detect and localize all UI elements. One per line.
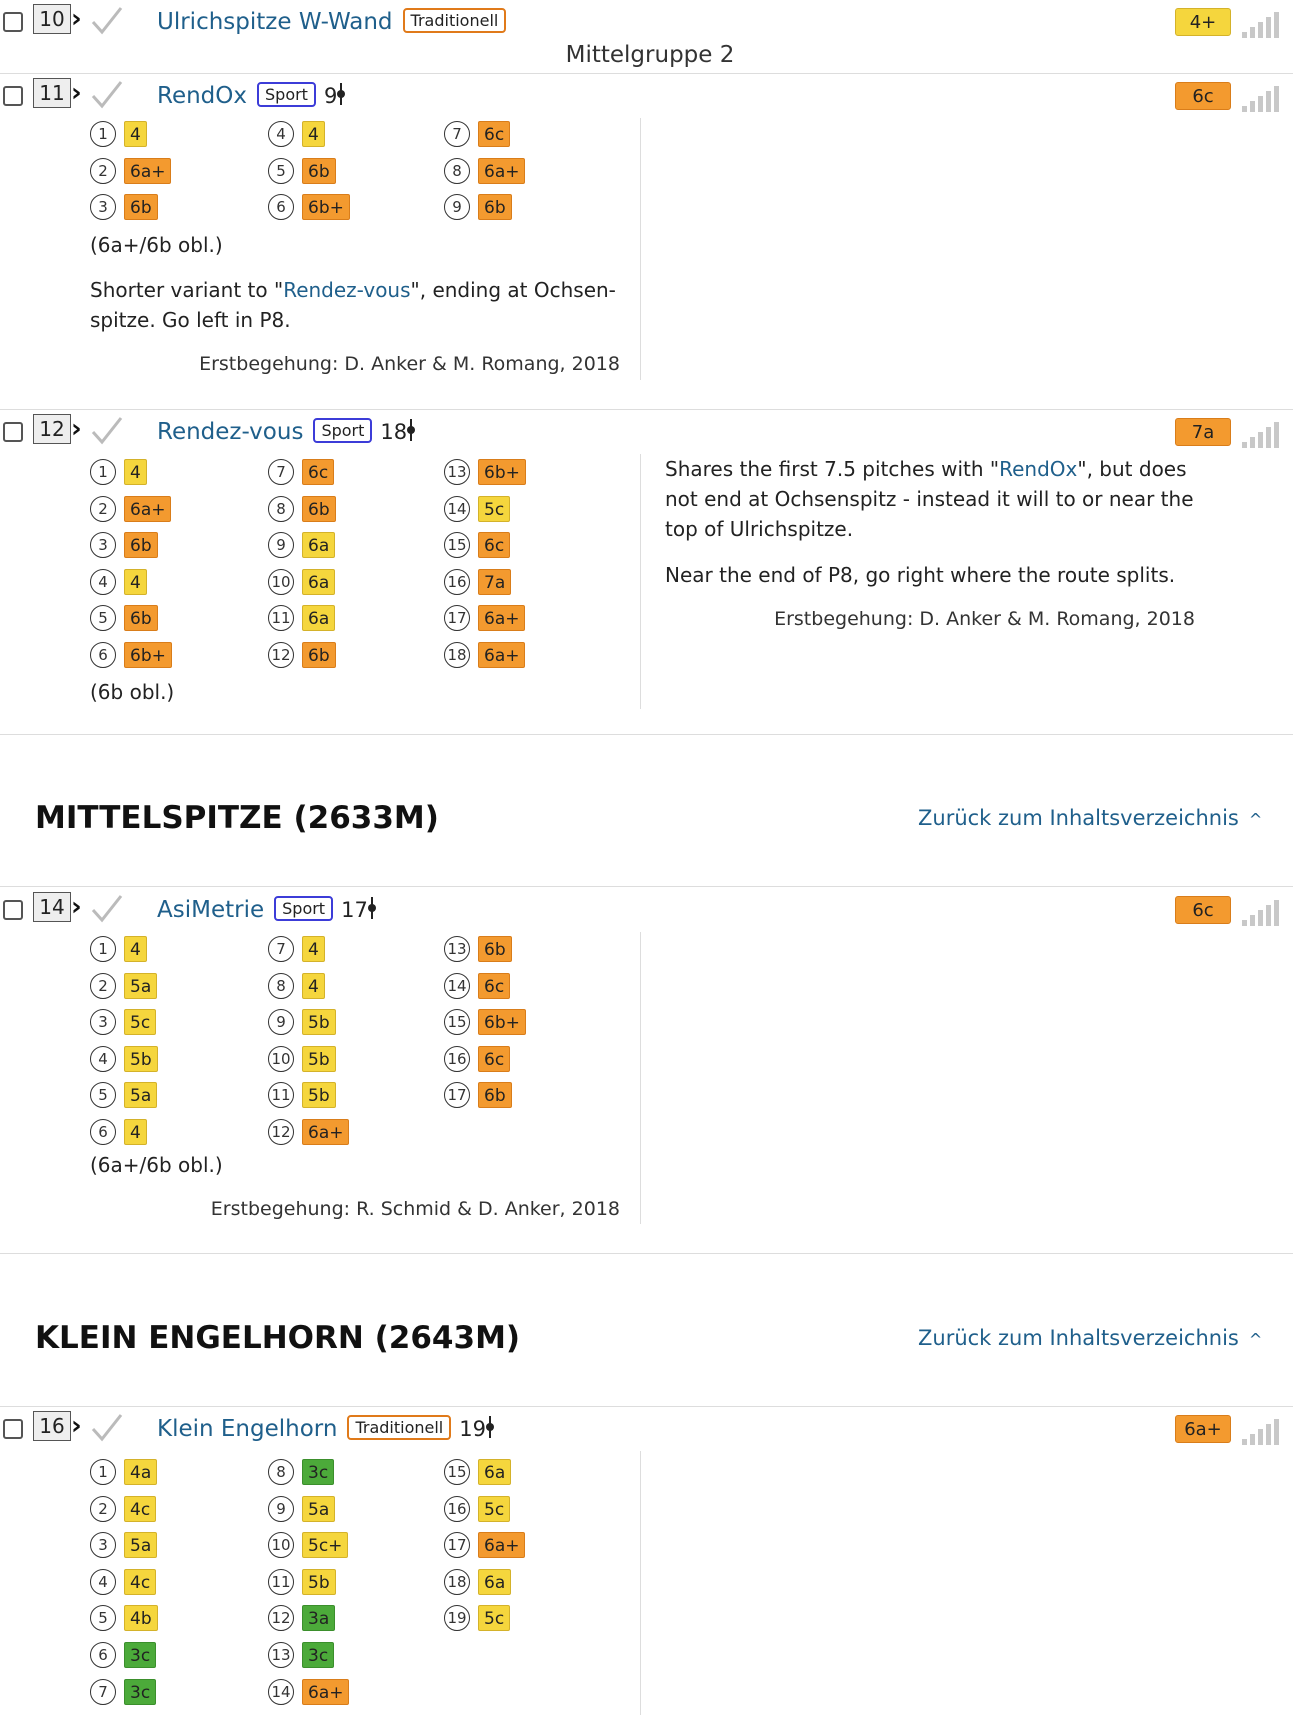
signal-bars-icon — [1242, 86, 1278, 112]
signal-bars-icon — [1242, 12, 1278, 38]
route-grade: 4+ — [1175, 8, 1231, 36]
pitch-number: 14 — [444, 973, 470, 999]
pitch-grade: 3c — [124, 1679, 156, 1705]
route-name[interactable]: AsiMetrie Sport 17 — [157, 896, 376, 923]
pitch-number: 8 — [444, 158, 470, 184]
pitch-grade: 6b — [302, 158, 336, 184]
column-divider — [640, 454, 641, 709]
checkmark-icon[interactable] — [90, 79, 124, 111]
route-header — [0, 890, 1293, 930]
pitch-number: 7 — [268, 459, 294, 485]
route-checkbox[interactable] — [3, 1419, 23, 1439]
first-ascent: Erstbegehung: D. Anker & M. Romang, 2018 — [774, 608, 1195, 630]
pitch-number: 10 — [268, 569, 294, 595]
pitch-number: 13 — [444, 459, 470, 485]
route-header — [0, 76, 1293, 116]
column-divider — [640, 932, 641, 1224]
pitch-number: 10 — [268, 1046, 294, 1072]
checkmark-icon[interactable] — [90, 1412, 124, 1444]
pitch-grade: 4 — [124, 569, 147, 595]
pitch-number: 1 — [90, 459, 116, 485]
pitch-number: 2 — [90, 496, 116, 522]
obligatory-grade: (6b obl.) — [90, 680, 175, 704]
pitch-grade: 5c — [478, 1496, 510, 1522]
pitch-grade: 5a — [124, 1082, 157, 1108]
route-grade: 6a+ — [1175, 1415, 1231, 1443]
route-checkbox[interactable] — [3, 12, 23, 32]
pitch-number: 13 — [444, 936, 470, 962]
pitch-grade: 5a — [124, 1532, 157, 1558]
style-badge: Sport — [274, 896, 333, 921]
pitch-number: 2 — [90, 158, 116, 184]
pitch-number: 12 — [268, 1605, 294, 1631]
style-badge: Traditionell — [403, 8, 507, 33]
pitch-grade: 7a — [478, 569, 511, 595]
pitch-grade: 6a+ — [124, 496, 171, 522]
pitch-grade: 6a — [478, 1459, 511, 1485]
pitch-number: 14 — [268, 1679, 294, 1705]
pitch-grade: 4 — [124, 459, 147, 485]
pitch-number: 18 — [444, 642, 470, 668]
pitch-grade: 6b — [302, 642, 336, 668]
pitch-number: 4 — [90, 569, 116, 595]
pitch-grade: 5c — [478, 496, 510, 522]
back-to-toc-link[interactable]: Zurück zum Inhaltsverzeichnis ^ — [918, 1326, 1263, 1350]
style-badge: Traditionell — [347, 1415, 451, 1440]
pitch-number: 1 — [90, 1459, 116, 1485]
signal-bars-icon — [1242, 1419, 1278, 1445]
route-header — [0, 1409, 1293, 1449]
obligatory-grade: (6a+/6b obl.) — [90, 1153, 223, 1177]
pitch-number: 5 — [90, 605, 116, 631]
route-note: Near the end of P8, go right where the route splits. — [665, 563, 1176, 587]
column-divider — [640, 1451, 641, 1715]
obligatory-grade: (6a+/6b obl.) — [90, 233, 223, 257]
pitch-number: 13 — [268, 1642, 294, 1668]
pitch-grade: 6b — [478, 194, 512, 220]
route-grade: 6c — [1175, 896, 1231, 924]
route-number: 14 — [33, 892, 71, 922]
checkmark-icon[interactable] — [90, 415, 124, 447]
pitch-grade: 3c — [302, 1459, 334, 1485]
bolt-icon — [368, 897, 376, 919]
pitch-number: 15 — [444, 1009, 470, 1035]
pitch-grade: 6b — [124, 605, 158, 631]
route-name[interactable]: RendOx Sport 9 — [157, 82, 345, 109]
bolt-icon — [486, 1416, 494, 1438]
route-link[interactable]: Rendez-vous — [283, 278, 411, 302]
pitch-grade: 4b — [124, 1605, 158, 1631]
pitch-grade: 6c — [478, 1046, 510, 1072]
first-ascent: Erstbegehung: R. Schmid & D. Anker, 2018 — [210, 1198, 620, 1220]
pitch-grade: 6a+ — [478, 1532, 525, 1558]
pitch-number: 7 — [90, 1679, 116, 1705]
pitch-grade: 6b+ — [478, 459, 526, 485]
pitch-grade: 6a+ — [478, 605, 525, 631]
pitch-number: 3 — [90, 1009, 116, 1035]
pitch-grade: 6b+ — [302, 194, 350, 220]
pitch-grade: 6c — [478, 532, 510, 558]
chevron-up-icon: ^ — [1248, 810, 1263, 829]
route-number: 11 — [33, 78, 71, 108]
divider — [0, 886, 1293, 887]
pitch-grade: 4 — [124, 1119, 147, 1145]
chevron-right-icon: › — [71, 4, 82, 34]
pitch-grade: 6a+ — [302, 1679, 349, 1705]
pitch-number: 3 — [90, 1532, 116, 1558]
pitch-number: 12 — [268, 1119, 294, 1145]
pitch-grade: 5b — [124, 1046, 158, 1072]
bolt-icon — [337, 83, 345, 105]
route-description: Shares the first 7.5 pitches with "RendOx", but does not end at Ochsenspitz - instead it will to or near the top of Ulrichspitze. — [665, 457, 1194, 541]
pitch-number: 15 — [444, 532, 470, 558]
first-ascent: Erstbegehung: D. Anker & M. Romang, 2018 — [199, 353, 620, 375]
pitch-grade: 6a+ — [478, 158, 525, 184]
pitch-number: 9 — [268, 1009, 294, 1035]
pitch-count: 9 — [324, 84, 345, 108]
pitch-grade: 6c — [302, 459, 334, 485]
pitch-number: 16 — [444, 569, 470, 595]
group-title: Mittelgruppe 2 — [565, 42, 735, 68]
route-number: 12 — [33, 414, 71, 444]
pitch-grade: 4 — [302, 936, 325, 962]
chevron-right-icon: › — [71, 892, 82, 922]
pitch-number: 9 — [268, 1496, 294, 1522]
divider — [0, 1253, 1293, 1254]
pitch-grade: 6a — [302, 605, 335, 631]
route-link[interactable]: RendOx — [999, 457, 1078, 481]
pitch-number: 2 — [90, 1496, 116, 1522]
pitch-number: 11 — [268, 1569, 294, 1595]
pitch-grade: 5a — [302, 1496, 335, 1522]
pitch-number: 5 — [90, 1605, 116, 1631]
pitch-grade: 6a — [302, 532, 335, 558]
pitch-grade: 5b — [302, 1046, 336, 1072]
pitch-number: 8 — [268, 973, 294, 999]
style-badge: Sport — [313, 418, 372, 443]
pitch-grade: 4 — [302, 973, 325, 999]
route-grade: 7a — [1175, 418, 1231, 446]
pitch-grade: 6b — [478, 936, 512, 962]
pitch-count: 19 — [459, 1417, 494, 1441]
signal-bars-icon — [1242, 422, 1278, 448]
pitch-number: 9 — [444, 194, 470, 220]
style-badge: Sport — [257, 82, 316, 107]
pitch-number: 1 — [90, 936, 116, 962]
pitch-number: 8 — [268, 496, 294, 522]
pitch-number: 7 — [444, 121, 470, 147]
pitch-number: 11 — [268, 605, 294, 631]
pitch-number: 4 — [90, 1569, 116, 1595]
divider — [0, 1406, 1293, 1407]
route-header — [0, 412, 1293, 452]
bolt-icon — [407, 419, 415, 441]
pitch-number: 5 — [90, 1082, 116, 1108]
pitch-number: 16 — [444, 1496, 470, 1522]
pitch-grade: 6b — [124, 532, 158, 558]
route-checkbox[interactable] — [3, 422, 23, 442]
route-name[interactable]: Ulrichspitze W-Wand Traditionell — [157, 8, 506, 35]
pitch-number: 3 — [90, 194, 116, 220]
chevron-right-icon: › — [71, 414, 82, 444]
pitch-grade: 6c — [478, 973, 510, 999]
pitch-grade: 5b — [302, 1009, 336, 1035]
route-checkbox[interactable] — [3, 86, 23, 106]
chevron-right-icon: › — [71, 1411, 82, 1441]
divider — [0, 409, 1293, 410]
pitch-number: 14 — [444, 496, 470, 522]
pitch-grade: 3c — [302, 1642, 334, 1668]
route-number: 16 — [33, 1411, 71, 1441]
pitch-number: 18 — [444, 1569, 470, 1595]
chevron-right-icon: › — [71, 78, 82, 108]
divider — [0, 734, 1293, 735]
pitch-grade: 3a — [302, 1605, 335, 1631]
pitch-grade: 6a — [478, 1569, 511, 1595]
pitch-number: 17 — [444, 1082, 470, 1108]
pitch-number: 7 — [268, 936, 294, 962]
route-number: 10 — [33, 4, 71, 34]
back-to-toc-link[interactable]: Zurück zum Inhaltsverzeichnis ^ — [918, 806, 1263, 830]
pitch-grade: 4a — [124, 1459, 157, 1485]
pitch-number: 8 — [268, 1459, 294, 1485]
pitch-grade: 5c — [478, 1605, 510, 1631]
pitch-grade: 5c+ — [302, 1532, 348, 1558]
pitch-count: 18 — [380, 420, 415, 444]
route-name[interactable]: Rendez-vous Sport 18 — [157, 418, 415, 445]
pitch-number: 5 — [268, 158, 294, 184]
pitch-grade: 4 — [302, 121, 325, 147]
pitch-grade: 5b — [302, 1082, 336, 1108]
route-name[interactable]: Klein Engelhorn Traditionell 19 — [157, 1415, 494, 1442]
pitch-number: 17 — [444, 605, 470, 631]
pitch-number: 16 — [444, 1046, 470, 1072]
pitch-grade: 5a — [124, 973, 157, 999]
pitch-grade: 6b — [124, 194, 158, 220]
pitch-number: 6 — [90, 1642, 116, 1668]
pitch-grade: 6a+ — [124, 158, 171, 184]
pitch-number: 2 — [90, 973, 116, 999]
route-grade: 6c — [1175, 82, 1231, 110]
pitch-grade: 6a+ — [302, 1119, 349, 1145]
column-divider — [640, 118, 641, 380]
pitch-grade: 4c — [124, 1496, 156, 1522]
pitch-number: 12 — [268, 642, 294, 668]
checkmark-icon[interactable] — [90, 893, 124, 925]
pitch-number: 11 — [268, 1082, 294, 1108]
pitch-number: 17 — [444, 1532, 470, 1558]
signal-bars-icon — [1242, 900, 1278, 926]
pitch-number: 6 — [268, 194, 294, 220]
pitch-number: 1 — [90, 121, 116, 147]
pitch-grade: 6b — [302, 496, 336, 522]
pitch-grade: 4 — [124, 936, 147, 962]
pitch-grade: 4c — [124, 1569, 156, 1595]
pitch-number: 6 — [90, 1119, 116, 1145]
pitch-grade: 4 — [124, 121, 147, 147]
pitch-grade: 6a+ — [478, 642, 525, 668]
chevron-up-icon: ^ — [1248, 1330, 1263, 1349]
pitch-grade: 6b+ — [478, 1009, 526, 1035]
pitch-grade: 6c — [478, 121, 510, 147]
pitch-grade: 5b — [302, 1569, 336, 1595]
pitch-number: 19 — [444, 1605, 470, 1631]
pitch-number: 4 — [90, 1046, 116, 1072]
pitch-number: 15 — [444, 1459, 470, 1485]
pitch-grade: 6b — [478, 1082, 512, 1108]
pitch-number: 6 — [90, 642, 116, 668]
pitch-number: 4 — [268, 121, 294, 147]
route-checkbox[interactable] — [3, 900, 23, 920]
pitch-number: 3 — [90, 532, 116, 558]
checkmark-icon[interactable] — [90, 5, 124, 37]
section-title: MITTELSPITZE (2633M) — [35, 800, 439, 836]
pitch-count: 17 — [341, 898, 376, 922]
section-title: KLEIN ENGELHORN (2643M) — [35, 1320, 521, 1356]
route-header — [0, 2, 1293, 42]
route-description: Shorter variant to "Rendez-vous", ending at Ochsen- spitze. Go left in P8. — [90, 278, 616, 332]
pitch-grade: 6a — [302, 569, 335, 595]
pitch-grade: 3c — [124, 1642, 156, 1668]
pitch-grade: 6b+ — [124, 642, 172, 668]
pitch-number: 9 — [268, 532, 294, 558]
pitch-number: 10 — [268, 1532, 294, 1558]
divider — [0, 73, 1293, 74]
pitch-grade: 5c — [124, 1009, 156, 1035]
